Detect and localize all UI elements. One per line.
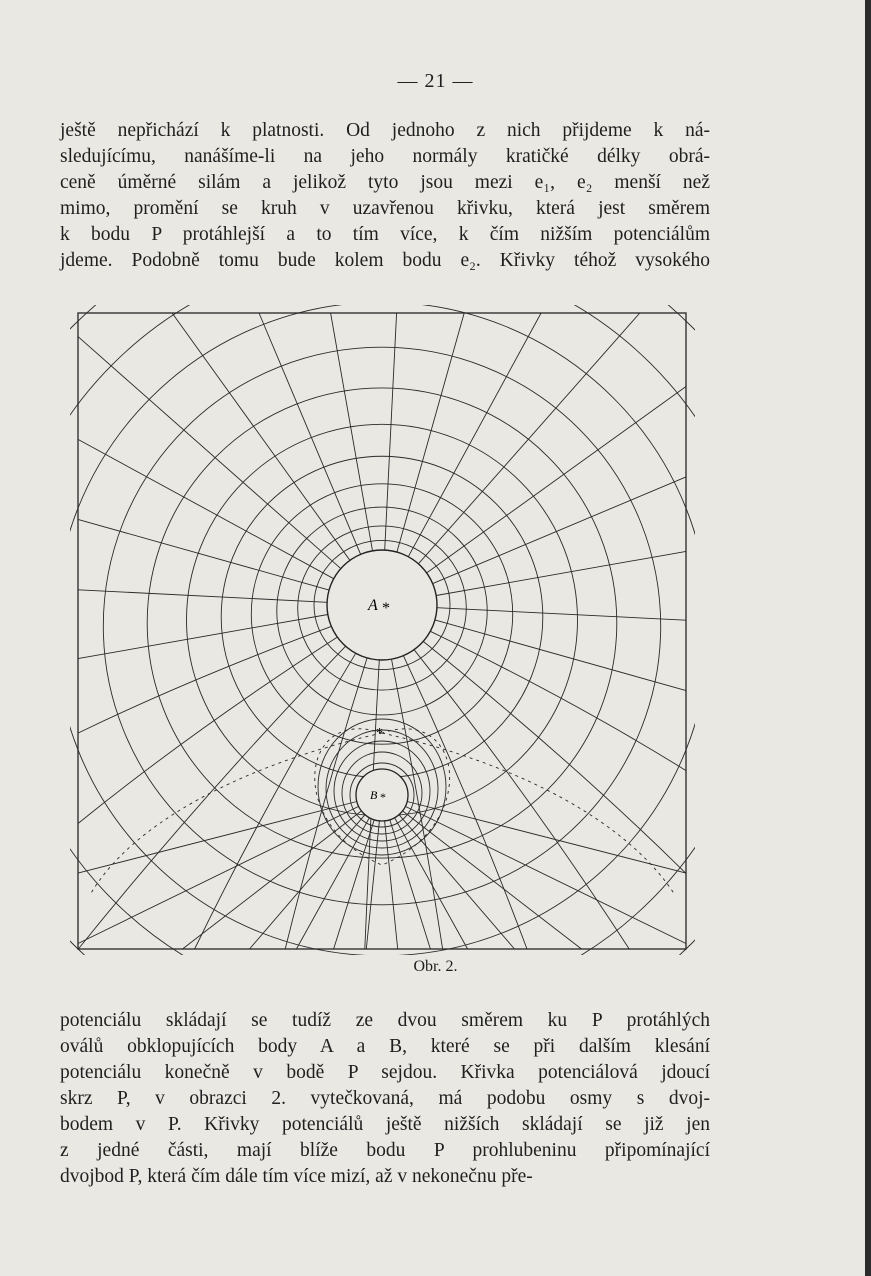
paragraph-top (60, 118, 710, 274)
field-line (195, 653, 356, 949)
text-line: dvojbod P, která čím dále tím více mizí, až v nekonečnu pře- (60, 1166, 533, 1187)
field-line (435, 620, 686, 691)
marker-b: * (380, 790, 386, 804)
page-number: — 21 — (397, 70, 474, 92)
field-line (436, 551, 686, 595)
field-line (433, 477, 686, 584)
label-b: B (370, 788, 378, 802)
field-line-b (395, 818, 468, 949)
field-line (408, 313, 541, 557)
label-a: A (368, 597, 378, 614)
figure-caption: Obr. 2. (413, 958, 458, 975)
field-line (172, 313, 350, 560)
field-line (403, 656, 527, 949)
field-line (78, 337, 341, 569)
field-line (285, 658, 367, 949)
text-line: oválů obklopujících body A a B, které se při dalším klesání (60, 1036, 710, 1057)
field-line (437, 608, 686, 621)
text-line: skrz P, v obrazci 2. vytečkovaná, má podobu osmy s dvoj- (60, 1088, 710, 1109)
field-line (78, 646, 345, 949)
page-edge-shadow (865, 0, 871, 1276)
marker-a: * (382, 600, 390, 617)
text-line: ještě nepřichází k platnosti. Od jednoho z nich přijdeme k ná- (60, 120, 710, 141)
potential-lines-figure (70, 305, 695, 955)
text-line: jdeme. Podobně tomu bude kolem bodu e₂. Křivky téhož vysokého (60, 250, 710, 271)
text-line: bodem v P. Křivky potenciálů ještě nižších skládají se již jen (60, 1114, 710, 1135)
text-line: z jedné části, mají blíže bodu P prohlubeninu připomínající (60, 1140, 710, 1161)
field-line-b (296, 818, 369, 949)
field-line (78, 590, 327, 603)
field-line (418, 313, 639, 564)
marker-p: * (376, 726, 383, 741)
field-line (78, 519, 329, 590)
field-line-b (407, 802, 686, 874)
field-line (430, 631, 686, 770)
field-line-b (405, 806, 686, 943)
text-line: mimo, promění se kruh v uzavřenou křivku, která jest směrem (60, 198, 710, 219)
field-line-b (78, 802, 357, 874)
text-line: k bodu P protáhlejší a to tím více, k čím nižším potenciálům (60, 224, 710, 245)
figure-canvas (70, 305, 695, 955)
field-line (385, 313, 397, 550)
paragraph-bottom (60, 1008, 710, 1190)
text-line: ceně úměrné silám a jelikož tyto jsou mezi e₁, e₂ menší než (60, 172, 710, 193)
field-line (78, 439, 334, 578)
text-line: potenciálu skládají se tudíž ze dvou směrem ku P protáhlých (60, 1010, 710, 1031)
field-line-b (78, 806, 359, 943)
text-line: sledujícímu, nanášíme-li na jeho normály kratičké délky obrá- (60, 146, 710, 167)
field-line (78, 615, 328, 659)
text-line: potenciálu konečně v bodě P sejdou. Křivka potenciálová jdoucí (60, 1062, 710, 1083)
field-line (78, 626, 331, 733)
